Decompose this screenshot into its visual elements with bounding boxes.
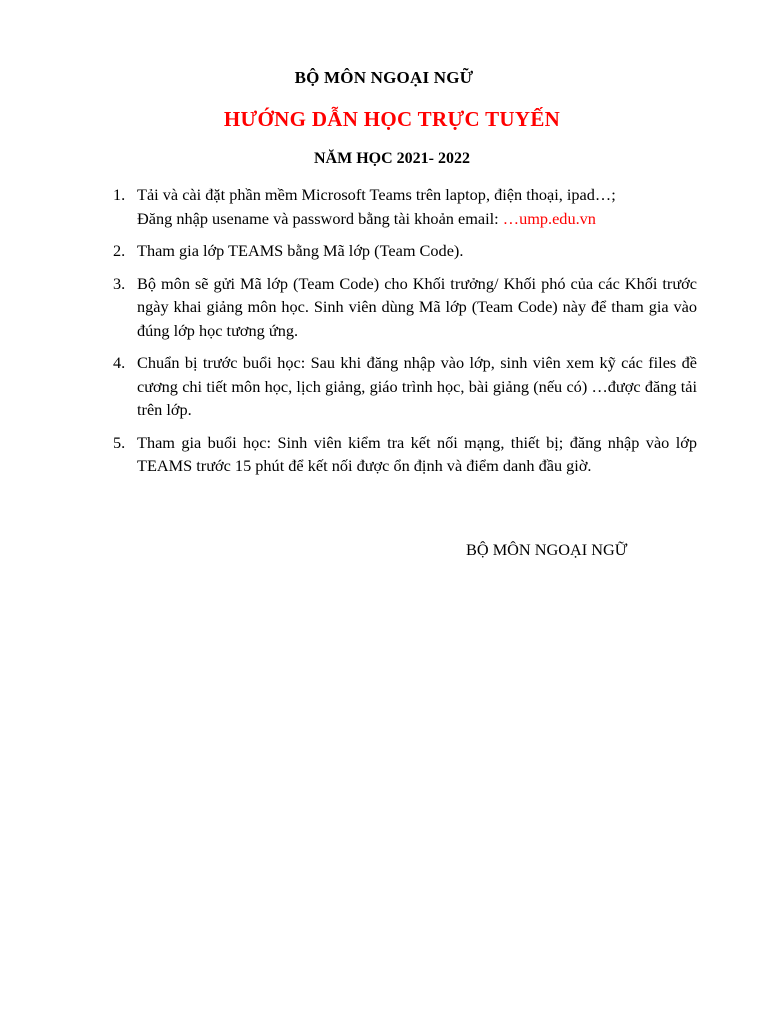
- instruction-item-2: [113, 239, 697, 263]
- instruction-number: 1.: [113, 185, 126, 204]
- instruction-text: Bộ môn sẽ gửi Mã lớp (Team Code) cho Khối trưởng/ Khối phó của các Khối trước ngày khai giảng môn học. Sinh viên dùng Mã lớp (Team Code) này để tham gia vào đúng lớp học tương ứng.: [137, 273, 697, 340]
- department-heading: BỘ MÔN NGOẠI NGỮ: [294, 68, 474, 87]
- school-year-heading: NĂM HỌC 2021- 2022: [314, 150, 470, 167]
- instruction-number: 3.: [113, 273, 126, 293]
- instruction-item-1: [113, 183, 697, 230]
- instruction-text: [137, 183, 697, 230]
- instruction-text-line2: Đăng nhập usename và password bằng tài khoản email:: [137, 208, 503, 228]
- instruction-item-3: [113, 272, 697, 343]
- instruction-text: Tham gia lớp TEAMS bằng Mã lớp (Team Code).: [137, 241, 464, 260]
- document-title: HƯỚNG DẪN HỌC TRỰC TUYẾN: [223, 107, 561, 131]
- instruction-item-5: [113, 431, 697, 478]
- email-domain-link: …ump.edu.vn: [502, 208, 596, 228]
- signature-block: BỘ MÔN NGOẠI NGỮ: [466, 540, 628, 559]
- instruction-number: 2.: [113, 241, 126, 260]
- instruction-number: 4.: [113, 353, 126, 372]
- instruction-text: Chuẩn bị trước buổi học: Sau khi đăng nhập vào lớp, sinh viên xem kỹ các files đề cương chi tiết môn học, lịch giảng, giáo trình học, bài giảng (nếu có) …được đăng tải trên lớp.: [137, 353, 697, 419]
- instruction-text-line1: Tải và cài đặt phần mềm Microsoft Teams trên laptop, điện thoại, ipad…;: [137, 185, 616, 204]
- instruction-item-4: [113, 351, 697, 422]
- instruction-list: [113, 183, 697, 487]
- instruction-text: Tham gia buổi học: Sinh viên kiểm tra kết nối mạng, thiết bị; đăng nhập vào lớp TEAMS trước 15 phút để kết nối được ổn định và điểm danh đầu giờ.: [137, 432, 697, 475]
- instruction-number: 5.: [113, 432, 126, 452]
